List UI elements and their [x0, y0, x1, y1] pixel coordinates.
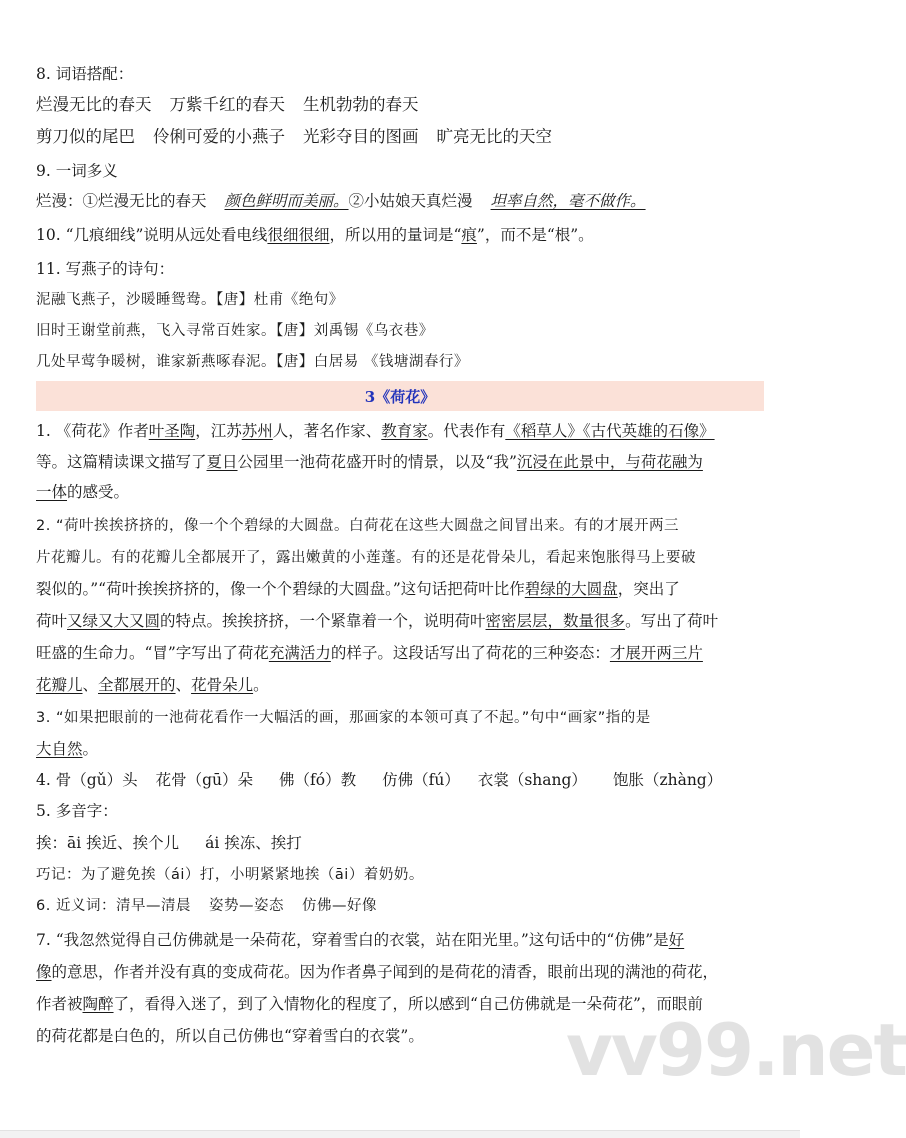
answer-underlined: 又绿又大又圆	[67, 612, 161, 630]
answer-underlined: 花瓣儿	[36, 676, 83, 694]
h1-line-1	[36, 420, 760, 442]
pinyin-item: 4. 骨（gǔ）头	[36, 771, 138, 789]
poem-line: 几处早莺争暖树，谁家新燕啄春泥。【唐】白居易 《钱塘湖春行》	[36, 354, 469, 370]
text: 的样子。这段话写出了荷花的三种姿态：	[330, 644, 610, 662]
h6-line	[36, 895, 760, 917]
text: 作者被	[36, 995, 83, 1013]
s9-part: ②小姑娘天真烂漫	[348, 192, 473, 210]
h2-line-2: 片花瓣儿。有的花瓣儿全都展开了，露出嫩黄的小莲蓬。有的还是花骨朵儿，看起来饱胀得马上要破	[36, 550, 696, 566]
answer-underlined: 一体	[36, 483, 68, 501]
s10-line	[36, 224, 760, 246]
text: 裂似的。”“荷叶挨挨挤挤的，像一个个碧绿的大圆盘。”这句话把荷叶比作	[36, 580, 525, 598]
s10-part: ，所以用的量词是“	[329, 226, 462, 244]
phrase: 万紫千红的春天	[169, 95, 285, 114]
h3-line-2	[36, 738, 760, 760]
text: 了，看得入迷了，到了入情物化的程度了，所以感到“自己仿佛就是一朵荷花”，而眼前	[113, 995, 703, 1013]
answer-underlined: 颜色鲜明而美丽。	[224, 192, 349, 210]
pinyin-item: 仿佛（fú）	[382, 771, 460, 789]
answer-underlined: 很细很细	[267, 226, 330, 244]
phrase: 旷亮无比的天空	[436, 127, 552, 146]
answer-underlined: 坦率自然，毫不做作。	[490, 192, 646, 210]
text: 。代表作有	[427, 422, 506, 440]
text: ái 挨冻、挨打	[205, 834, 302, 852]
h7-line-4: 的荷花都是白色的，所以自己仿佛也“穿着雪白的衣裳”。	[36, 1027, 424, 1045]
phrase: 烂漫无比的春天	[36, 95, 152, 114]
text: 6. 近义词：清早—清晨	[36, 898, 191, 914]
h7-line-1	[36, 929, 760, 951]
text: 荷叶	[36, 612, 68, 630]
answer-underlined: 教育家	[381, 422, 428, 440]
phrase: 剪刀似的尾巴	[36, 127, 135, 146]
text: 1. 《荷花》作者	[36, 422, 149, 440]
text: 旺盛的生命力。“冒”字写出了荷花	[36, 644, 269, 662]
s9-line	[36, 190, 760, 212]
lesson-title: 3《荷花》	[364, 388, 436, 406]
text: 公园里一池荷花盛开时的情景，以及“我”	[237, 453, 517, 471]
answer-underlined: 痕	[461, 226, 477, 244]
s8-row-2	[36, 126, 760, 148]
h1-line-2	[36, 451, 760, 473]
phrase: 光彩夺目的图画	[303, 127, 419, 146]
s9-heading: 9. 一词多义	[36, 162, 118, 180]
h7-line-2	[36, 961, 760, 983]
poem-line: 旧时王谢堂前燕，飞入寻常百姓家。【唐】刘禹锡《乌衣巷》	[36, 323, 434, 339]
answer-underlined: 花骨朵儿	[191, 676, 254, 694]
text: 姿势—姿态	[208, 898, 284, 914]
text: 、	[175, 676, 192, 694]
s11-heading: 11. 写燕子的诗句：	[36, 260, 175, 278]
text: 。写出了荷叶	[625, 612, 719, 630]
h5-mnemonic: 巧记：为了避免挨（ái）打，小明紧紧地挨（āi）着奶奶。	[36, 867, 424, 883]
answer-underlined: 夏日	[206, 453, 238, 471]
s9-part: 烂漫：①烂漫无比的春天	[36, 192, 207, 210]
answer-underlined: 好	[668, 931, 685, 949]
text: 人，著名作家、	[272, 422, 382, 440]
answer-underlined: 才展开两三片	[609, 644, 703, 662]
answer-underlined: 碧绿的大圆盘	[524, 580, 618, 598]
answer-underlined: 《稻草人》《古代英雄的石像》	[505, 422, 715, 440]
answer-underlined: 苏州	[241, 422, 273, 440]
text: 仿佛—好像	[301, 898, 377, 914]
answer-underlined: 大自然	[36, 740, 83, 758]
phrase: 生机勃勃的春天	[303, 95, 419, 114]
s8-row-1	[36, 94, 760, 116]
text: 的特点。挨挨挤挤，一个紧靠着一个，说明荷叶	[160, 612, 486, 630]
text: 7. “我忽然觉得自己仿佛就是一朵荷花，穿着雪白的衣裳，站在阳光里。”这句话中的“仿佛”是	[36, 931, 669, 949]
pinyin-item: 饱胀（zhàng）	[612, 771, 723, 789]
text: ，江苏	[195, 422, 242, 440]
h3-line-1: 3. “如果把眼前的一池荷花看作一大幅活的画，那画家的本领可真了不起。”句中“画家”指的是	[36, 710, 651, 726]
pinyin-item: 佛（fó）教	[279, 771, 357, 789]
text: ，突出了	[617, 580, 680, 598]
h2-line-5	[36, 642, 760, 664]
answer-underlined: 叶圣陶	[148, 422, 196, 440]
h2-line-1: 2. “荷叶挨挨挤挤的，像一个个碧绿的大圆盘。白荷花在这些大圆盘之间冒出来。有的才展开两三	[36, 518, 679, 534]
answer-underlined: 沉浸在此景中，与荷花融为	[516, 453, 703, 471]
answer-underlined: 密密层层，数量很多	[485, 612, 626, 630]
phrase: 伶俐可爱的小燕子	[153, 127, 285, 146]
answer-underlined: 陶醉	[82, 995, 114, 1013]
s10-part: ”，而不是“根”。	[476, 226, 594, 244]
s8-heading: 8. 词语搭配：	[36, 65, 134, 83]
text: 挨：āi 挨近、挨个儿	[36, 834, 180, 852]
h1-line-3	[36, 481, 760, 503]
text: 等。这篇精读课文描写了	[36, 453, 207, 471]
s10-part: 10. “几痕细线”说明从远处看电线	[36, 226, 268, 244]
h2-line-4	[36, 610, 760, 632]
pinyin-item: 衣裳（shang）	[477, 771, 587, 789]
lesson-banner	[36, 381, 764, 411]
answer-underlined: 全都展开的	[98, 676, 176, 694]
text: 的意思，作者并没有真的变成荷花。因为作者鼻子闻到的是荷花的清香，眼前出现的满池的荷花，	[51, 963, 719, 981]
answer-underlined: 充满活力	[268, 644, 331, 662]
h2-line-3	[36, 578, 760, 600]
page-bottom-edge	[0, 1130, 800, 1138]
text: 。	[82, 740, 99, 758]
h4-line	[36, 769, 760, 791]
h2-line-6	[36, 674, 760, 696]
answer-underlined: 像	[36, 963, 52, 981]
text: 、	[82, 676, 99, 694]
watermark: vv99.net	[566, 1008, 906, 1092]
text: 。	[253, 676, 269, 694]
text: 的感受。	[67, 483, 130, 501]
h5-heading: 5. 多音字：	[36, 802, 118, 820]
poem-line: 泥融飞燕子，沙暖睡鸳鸯。【唐】杜甫《绝句》	[36, 292, 344, 308]
h5-line	[36, 832, 760, 854]
pinyin-item: 花骨（gū）朵	[155, 771, 254, 789]
